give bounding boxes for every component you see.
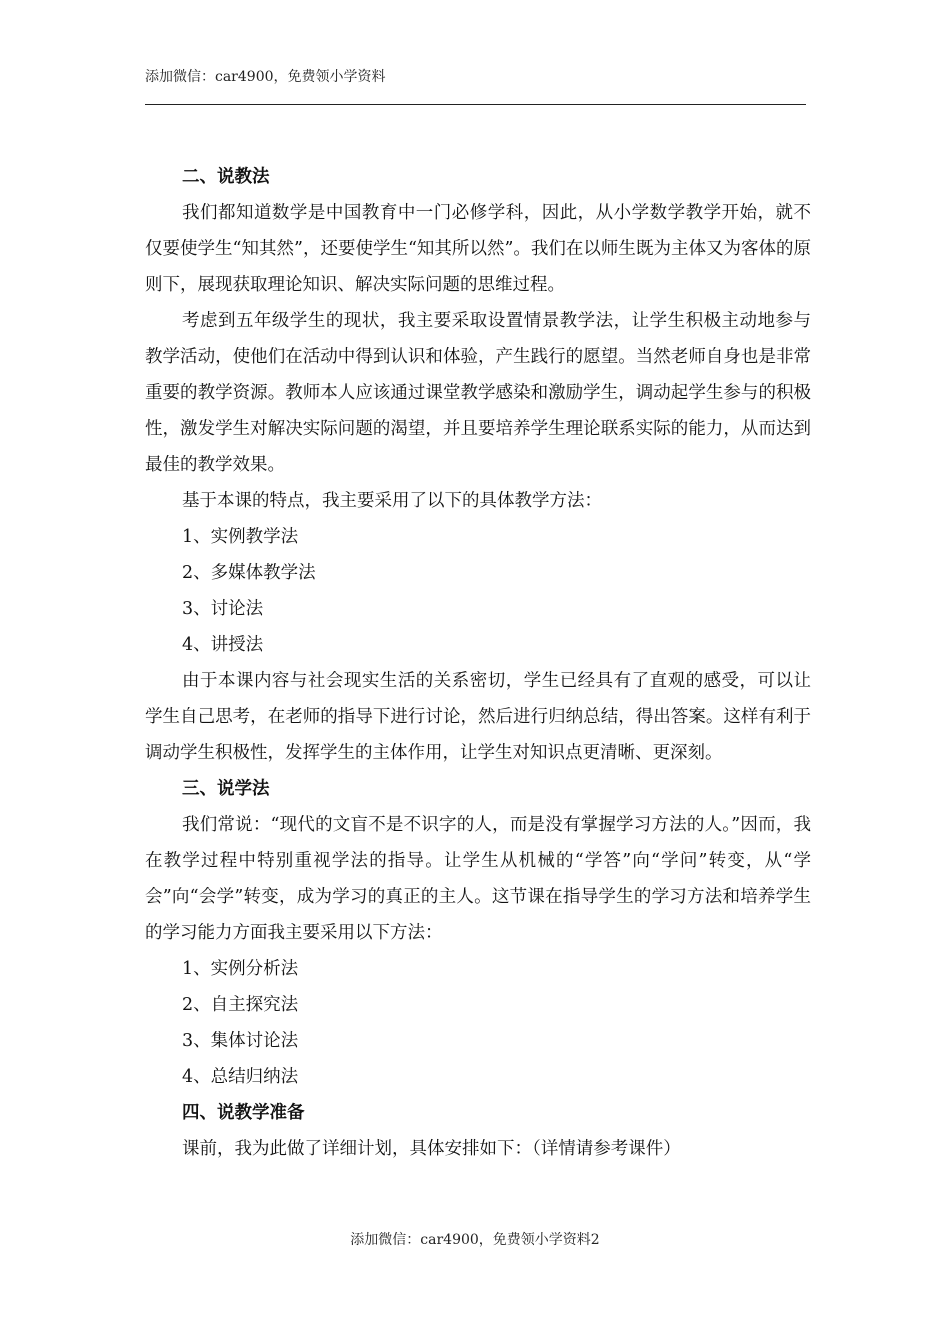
list-item: 2、自主探究法 — [182, 995, 299, 1015]
page-header: 添加微信：car4900，免费领小学资料 — [145, 69, 386, 85]
list-item: 4、讲授法 — [182, 635, 264, 655]
paragraph: 由于本课内容与社会现实生活的关系密切，学生已经具有了直观的感受，可以让学生自己思考，在老师的指导下进行讨论，然后进行归纳总结，得出答案。这样有利于调动学生积极性，发挥学生的主体作用，让学生对知识点更清晰、更深刻。 — [145, 671, 811, 763]
list-item: 3、集体讨论法 — [182, 1031, 299, 1051]
list-item: 1、实例教学法 — [182, 527, 299, 547]
section-heading-teaching-method: 二、说教法 — [182, 167, 270, 187]
section-heading-preparation: 四、说教学准备 — [182, 1103, 305, 1123]
section-heading-learning-method: 三、说学法 — [182, 779, 270, 799]
paragraph: 考虑到五年级学生的现状，我主要采取设置情景教学法，让学生积极主动地参与教学活动，使他们在活动中得到认识和体验，产生践行的愿望。当然老师自身也是非常重要的教学资源。教师本人应该通过课堂教学感染和激励学生，调动起学生参与的积极性，激发学生对解决实际问题的渴望，并且要培养学生理论联系实际的能力，从而达到最佳的教学效果。 — [145, 311, 811, 475]
paragraph: 基于本课的特点，我主要采用了以下的具体教学方法： — [182, 491, 602, 511]
paragraph: 课前，我为此做了详细计划，具体安排如下：（详情请参考课件） — [182, 1139, 681, 1159]
list-item: 1、实例分析法 — [182, 959, 299, 979]
list-item: 3、讨论法 — [182, 599, 264, 619]
page-footer: 添加微信：car4900，免费领小学资料2 — [350, 1232, 600, 1248]
paragraph: 我们都知道数学是中国教育中一门必修学科，因此，从小学数学教学开始，就不仅要使学生“知其然”，还要使学生“知其所以然”。我们在以师生既为主体又为客体的原则下，展现获取理论知识、解决实际问题的思维过程。 — [145, 203, 811, 295]
document-body — [145, 159, 811, 1167]
header-divider — [145, 104, 806, 105]
list-item: 4、总结归纳法 — [182, 1067, 299, 1087]
list-item: 2、多媒体教学法 — [182, 563, 316, 583]
paragraph: 我们常说：“现代的文盲不是不识字的人，而是没有掌握学习方法的人。”因而，我在教学过程中特别重视学法的指导。让学生从机械的“学答”向“学问”转变，从“学会”向“会学”转变，成为学习的真正的主人。这节课在指导学生的学习方法和培养学生的学习能力方面我主要采用以下方法： — [145, 815, 811, 943]
